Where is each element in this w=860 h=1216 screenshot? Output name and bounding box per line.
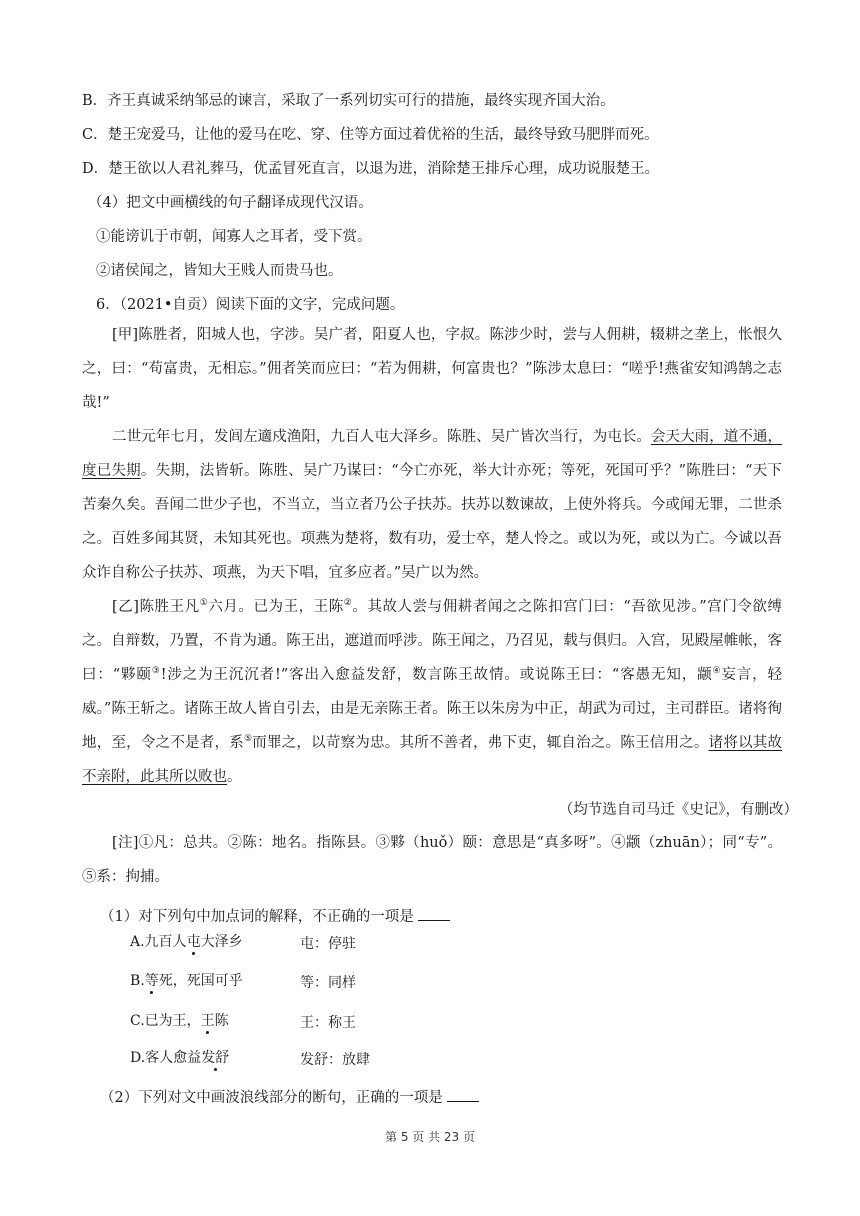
- option-d-row: [130, 1048, 229, 1068]
- option-d-gloss: 发舒：放肆: [300, 1052, 370, 1068]
- question-2-text: （2）下列对文中画波浪线部分的断句，正确的一项是: [100, 1090, 443, 1106]
- option-b-gloss: 等：同样: [300, 975, 356, 991]
- footnote-marker-5: ⑤: [243, 734, 253, 745]
- option-d-dotted-word: 发舒: [201, 1050, 230, 1066]
- option-c-row: [130, 1011, 229, 1031]
- yi-text-6: 而罪之，以苛察为忠。其所不善者，弗下吏，辄自治之。陈王信用之。: [252, 735, 709, 751]
- question-2-prompt: [100, 1087, 479, 1108]
- option-d-line: D．楚王欲以人君礼葬马，优孟冒死直言，以退为进，消除楚王排斥心理，成功说服楚王。: [82, 161, 660, 177]
- option-a-pre: A.九百人: [130, 934, 187, 950]
- question-1-prompt: [100, 906, 450, 927]
- yi-text-2: 六月。已为王，王陈: [208, 599, 344, 615]
- option-a-row: [130, 932, 243, 952]
- yi-text-1: [乙]陈胜王凡: [112, 599, 200, 615]
- option-c-gloss: 王：称王: [300, 1015, 356, 1031]
- answer-blank-1: [418, 906, 450, 921]
- jia-text-b: 。失期，法皆斩。陈胜、吴广乃谋曰：“今亡亦死，举大计亦死；等死，死国可乎？”陈胜曰：“天下苦秦久矣。吾闻二世少子也，不当立，当立者乃公子扶苏。扶苏以数谏故，上使外将兵。今或闻无罪，二世杀之。百姓多闻其贤，未知其死也。项燕为楚将，数有功，爱士卒，楚人怜之。或以为死，或以为亡。今诚以吾众诈自称公子扶苏、项燕，为天下唱，宜多应者。”吴广以为然。: [82, 463, 782, 581]
- question-4-sentence-2: ②诸侯闻之，皆知大王贱人而贵马也。: [96, 263, 343, 279]
- footnote-marker-1: ①: [199, 598, 209, 609]
- option-c-line: C．楚王宠爱马，让他的爱马在吃、穿、住等方面过着优裕的生活，最终导致马肥胖而死。: [82, 127, 659, 143]
- yi-underlined-sentence: 诸将以其故不亲附，此其所以败也: [82, 735, 783, 785]
- passage-yi-paragraph: [82, 590, 782, 794]
- yi-text-4: !涉之为王沉沉者!”客出入愈益发舒，数言陈王故情。或说陈王曰：“客愚无知，颛: [160, 667, 713, 683]
- option-c-post: 陈: [214, 1013, 229, 1029]
- annotation-notes: [注]①凡：总共。②陈：地名。指陈县。③夥（huǒ）颐：意思是“真多呀”。④颛（zhuān）；同“专”。⑤系：拘捕。: [82, 835, 782, 885]
- question-4-sentence-1: ①能谤讥于市朝，闻寡人之耳者，受下赏。: [96, 229, 372, 245]
- option-d-pre: D.客人愈益: [130, 1050, 202, 1066]
- option-b-dotted-word: 等: [144, 973, 159, 989]
- option-a-dotted-word: 屯: [186, 934, 201, 950]
- option-c-pre: C.已为王，: [130, 1013, 201, 1029]
- question-1-text: （1）对下列句中加点词的解释，不正确的一项是: [100, 909, 414, 925]
- question-4-prompt: （4）把文中画横线的句子翻译成现代汉语。: [88, 195, 373, 211]
- jia-underlined-sentence: 会天大雨，道不通，度已失期: [82, 429, 783, 479]
- jia-text-a: 二世元年七月，发闾左適戍渔阳，九百人屯大泽乡。陈胜、吴广皆次当行，为屯长。: [112, 429, 651, 445]
- option-b-line: B．齐王真诚采纳邹忌的谏言，采取了一系列切实可行的措施，最终实现齐国大治。: [82, 93, 615, 109]
- option-b-row: [130, 971, 243, 991]
- yi-text-7: 。: [227, 769, 242, 785]
- question-6-title: 6．（2021•自贡）阅读下面的文字，完成问题。: [96, 297, 405, 313]
- option-b-pre: B.: [130, 973, 145, 989]
- answer-blank-2: [447, 1087, 479, 1102]
- passage-jia-paragraph-2: [82, 420, 782, 590]
- option-a-gloss: 屯：停驻: [300, 936, 356, 952]
- source-citation: （均节选自司马迁《史记》，有删改）: [558, 802, 798, 818]
- option-b-post: 死，死国可乎: [158, 973, 243, 989]
- footnote-marker-3: ③: [151, 666, 161, 677]
- yi-text-3: 。其故人尝与佣耕者闻之之陈扣宫门曰：“吾欲见涉。”宫门令欲缚之。自辩数，乃置，不肯为通。陈王出，遮道而呼涉。陈王闻之，乃召见，载与俱归。入宫，见殿屋帷帐，客曰：“夥颐: [82, 599, 782, 683]
- yi-text-5: 妄言，轻威。”陈王斩之。诸陈王故人皆自引去，由是无亲陈王者。陈王以朱房为中正，胡武为司过，主司群臣。诸将徇地，至，令之不是者，系: [82, 667, 783, 751]
- footnote-marker-4: ④: [712, 666, 722, 677]
- passage-jia-paragraph-1: [甲]陈胜者，阳城人也，字涉。吴广者，阳夏人也，字叔。陈涉少时，尝与人佣耕，辍耕之垄上，怅恨久之，曰：“苟富贵，无相忘。”佣者笑而应曰：“若为佣耕，何富贵也？”陈涉太息曰：“嗟乎!燕雀安知鸿鹄之志哉!”: [82, 327, 782, 411]
- option-a-post: 大泽乡: [200, 934, 243, 950]
- page-footer: 第 5 页 共 23 页: [385, 1130, 475, 1144]
- option-c-dotted-word: 王: [200, 1013, 215, 1029]
- footnote-marker-2: ②: [343, 598, 353, 609]
